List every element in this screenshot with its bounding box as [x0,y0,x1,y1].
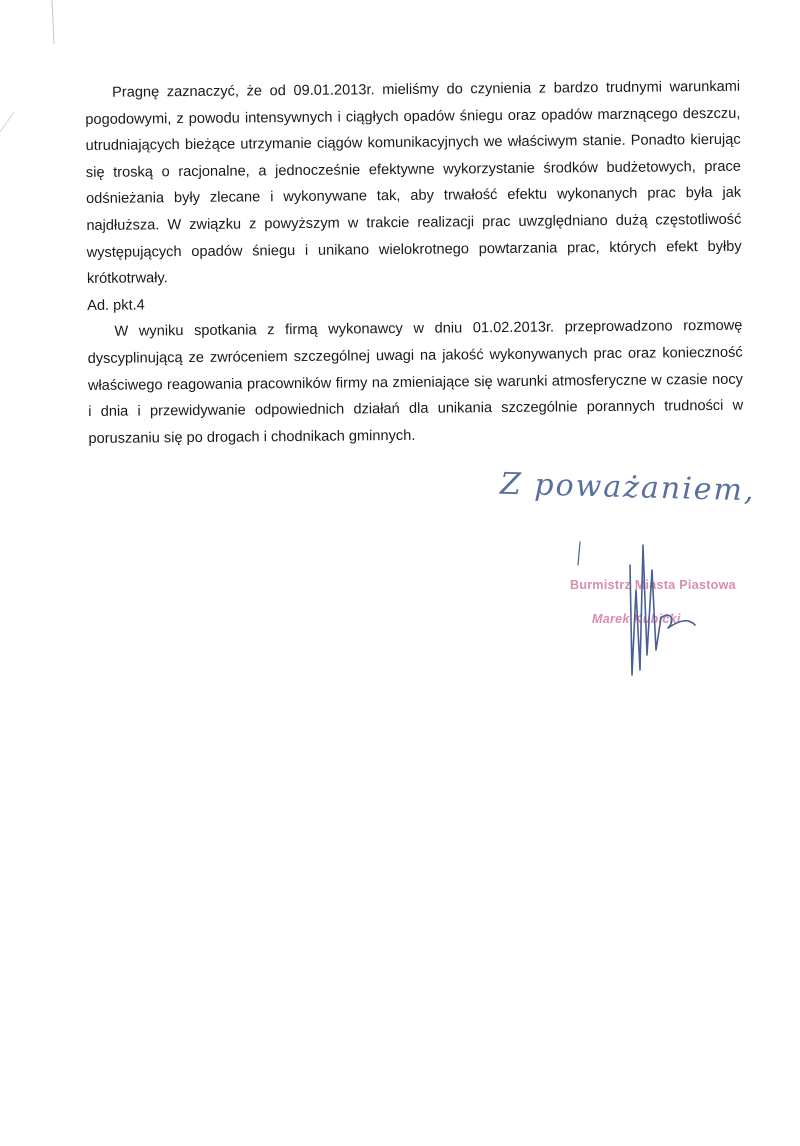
stamp-title: Burmistrz Miasta Piastowa [570,578,736,592]
closing-handwritten: Z poważaniem, [499,466,756,509]
section-heading-ad-pkt-4: Ad. pkt.4 [87,297,145,314]
handwritten-signature [500,470,790,700]
paragraph-weather: Pragnę zaznaczyć, że od 09.01.2013r. mieliśmy do czynienia z bardzo trudnymi warunkami pogodowymi, z powodu intensywnych i ciągłych opadów śniegu oraz opadów marznącego deszczu, utrudniających bieżące utrzymanie ciągów komunikacyjnych we właściwym stanie. Ponadto kierując się troską o racjonalne, a jednocześnie efektywne wykorzystanie środków budżetowych, prace odśnieżania były zlecane i wykonywane tak, aby trwałość efektu wykonanych prac była jak najdłuższa. W związku z powyższym w trakcie realizacji prac uwzględniano dużą częstotliwość występujących opadów śniegu i unikano wielokrotnego powtarzania prac, których efekt byłby krótkotrwały. [85,78,742,288]
paragraph-meeting: W wyniku spotkania z firmą wykonawcy w dniu 01.02.2013r. przeprowadzono rozmowę dyscyplinującą ze zwróceniem szczególnej uwagi na jakość wykonywanych prac oraz konieczność właściwego reagowania pracowników firmy na zmieniające się warunki atmosferyczne w czasie nocy i dnia i przewidywanie odpowiednich działań dla unikania szczególnie porannych trudności w poruszaniu się po drogach i chodnikach gminnych. [87,318,744,447]
stamp-name: Marek Kubicki [592,612,681,626]
signature-block [499,466,790,700]
scan-edge-mark [0,0,70,140]
letter-body [85,74,744,453]
